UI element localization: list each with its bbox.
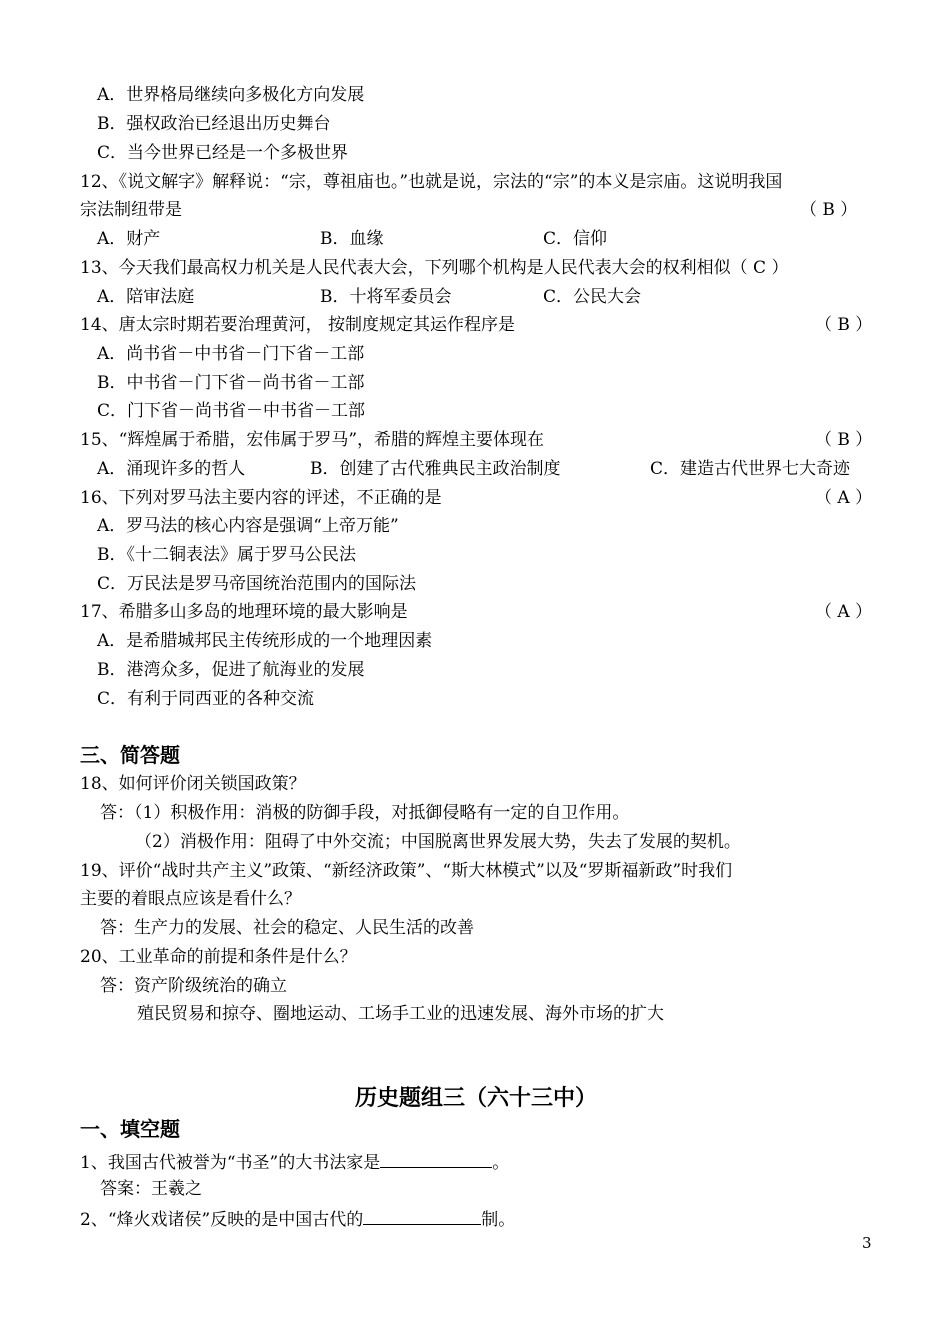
q14-answer: （ B ） <box>815 315 873 335</box>
q20-answer-1: 答：资产阶级统治的确立 <box>100 976 287 996</box>
q11-option-a: A．世界格局继续向多极化方向发展 <box>97 85 365 105</box>
q13-text: 13、今天我们最高权力机关是人民代表大会，下列哪个机构是人民代表大会的权利相似（ C ） <box>80 258 789 278</box>
q16-text: 16、下列对罗马法主要内容的评述，不正确的是 <box>80 488 442 508</box>
fill-q1-answer: 答案：王羲之 <box>100 1179 202 1199</box>
q16-option-c: C．万民法是罗马帝国统治范围内的国际法 <box>97 574 417 594</box>
fill-q1 <box>80 1149 509 1171</box>
q12-option-c: C．信仰 <box>543 229 608 249</box>
q18-answer-1: 答：（1）积极作用：消极的防御手段，对抵御侵略有一定的自卫作用。 <box>100 803 630 823</box>
q12-option-a: A．财产 <box>97 229 161 249</box>
q15-option-b: B．创建了古代雅典民主政治制度 <box>310 459 561 479</box>
q16-option-a: A．罗马法的核心内容是强调“上帝万能” <box>97 516 399 536</box>
fill-q2 <box>80 1206 515 1228</box>
q20-text: 20、工业革命的前提和条件是什么？ <box>80 947 357 967</box>
fill-q1-end: 。 <box>492 1153 510 1173</box>
q19-answer: 答：生产力的发展、社会的稳定、人民生活的改善 <box>100 918 474 938</box>
q18-answer-2: （2）消极作用：阻碍了中外交流；中国脱离世界发展大势，失去了发展的契机。 <box>135 832 741 852</box>
q12-option-b: B．血缘 <box>320 229 384 249</box>
q13-option-a: A．陪审法庭 <box>97 287 195 307</box>
q19-text-line2: 主要的着眼点应该是看什么？ <box>80 889 301 909</box>
q15-option-a: A．涌现许多的哲人 <box>97 459 246 479</box>
q18-text: 18、如何评价闭关锁国政策？ <box>80 774 306 794</box>
q17-option-b: B．港湾众多，促进了航海业的发展 <box>97 660 365 680</box>
q15-option-c: C．建造古代世界七大奇迹 <box>650 459 851 479</box>
group3-section1-heading: 一、填空题 <box>80 1117 180 1141</box>
q17-text: 17、希腊多山多岛的地理环境的最大影响是 <box>80 602 408 622</box>
q17-option-a: A．是希腊城邦民主传统形成的一个地理因素 <box>97 631 433 651</box>
q17-answer: （ A ） <box>815 602 873 622</box>
q14-option-a: A．尚书省－中书省－门下省－工部 <box>97 344 365 364</box>
q13-option-c: C．公民大会 <box>543 287 642 307</box>
q20-answer-2: 殖民贸易和掠夺、圈地运动、工场手工业的迅速发展、海外市场的扩大 <box>137 1004 664 1024</box>
group3-title: 历史题组三（六十三中） <box>355 1086 598 1111</box>
fill-q2-text: 2、“烽火戏诸侯”反映的是中国古代的 <box>80 1210 364 1230</box>
fill-q1-text: 1、我国古代被誉为“书圣”的大书法家是 <box>80 1153 381 1173</box>
q14-text: 14、唐太宗时期若要治理黄河， 按制度规定其运作程序是 <box>80 315 516 335</box>
q12-text-line2: 宗法制纽带是 <box>80 200 182 220</box>
q12-answer: （ B ） <box>800 200 858 220</box>
q16-option-b: B．《十二铜表法》属于罗马公民法 <box>97 545 356 565</box>
page-number: 3 <box>862 1234 872 1252</box>
q11-option-b: B．强权政治已经退出历史舞台 <box>97 114 331 134</box>
q14-option-c: C．门下省－尚书省－中书省－工部 <box>97 401 366 421</box>
fill-q1-blank[interactable] <box>380 1149 492 1168</box>
q19-text-line1: 19、评价“战时共产主义”政策、“新经济政策”、“斯大林模式”以及“罗斯福新政”时我们 <box>80 861 733 881</box>
q17-option-c: C．有利于同西亚的各种交流 <box>97 689 315 709</box>
section3-heading: 三、简答题 <box>80 743 180 767</box>
q13-option-b: B．十将军委员会 <box>320 287 452 307</box>
q15-answer: （ B ） <box>815 430 873 450</box>
fill-q2-end: 制。 <box>481 1210 516 1230</box>
fill-q2-blank[interactable] <box>363 1206 481 1225</box>
q14-option-b: B．中书省－门下省－尚书省－工部 <box>97 373 365 393</box>
q15-text: 15、“辉煌属于希腊，宏伟属于罗马”，希腊的辉煌主要体现在 <box>80 430 545 450</box>
q16-answer: （ A ） <box>815 488 873 508</box>
q11-option-c: C．当今世界已经是一个多极世界 <box>97 143 349 163</box>
q12-text-line1: 12、《说文解字》解释说：“宗，尊祖庙也。”也就是说，宗法的“宗”的本义是宗庙。这说明我国 <box>80 172 783 192</box>
